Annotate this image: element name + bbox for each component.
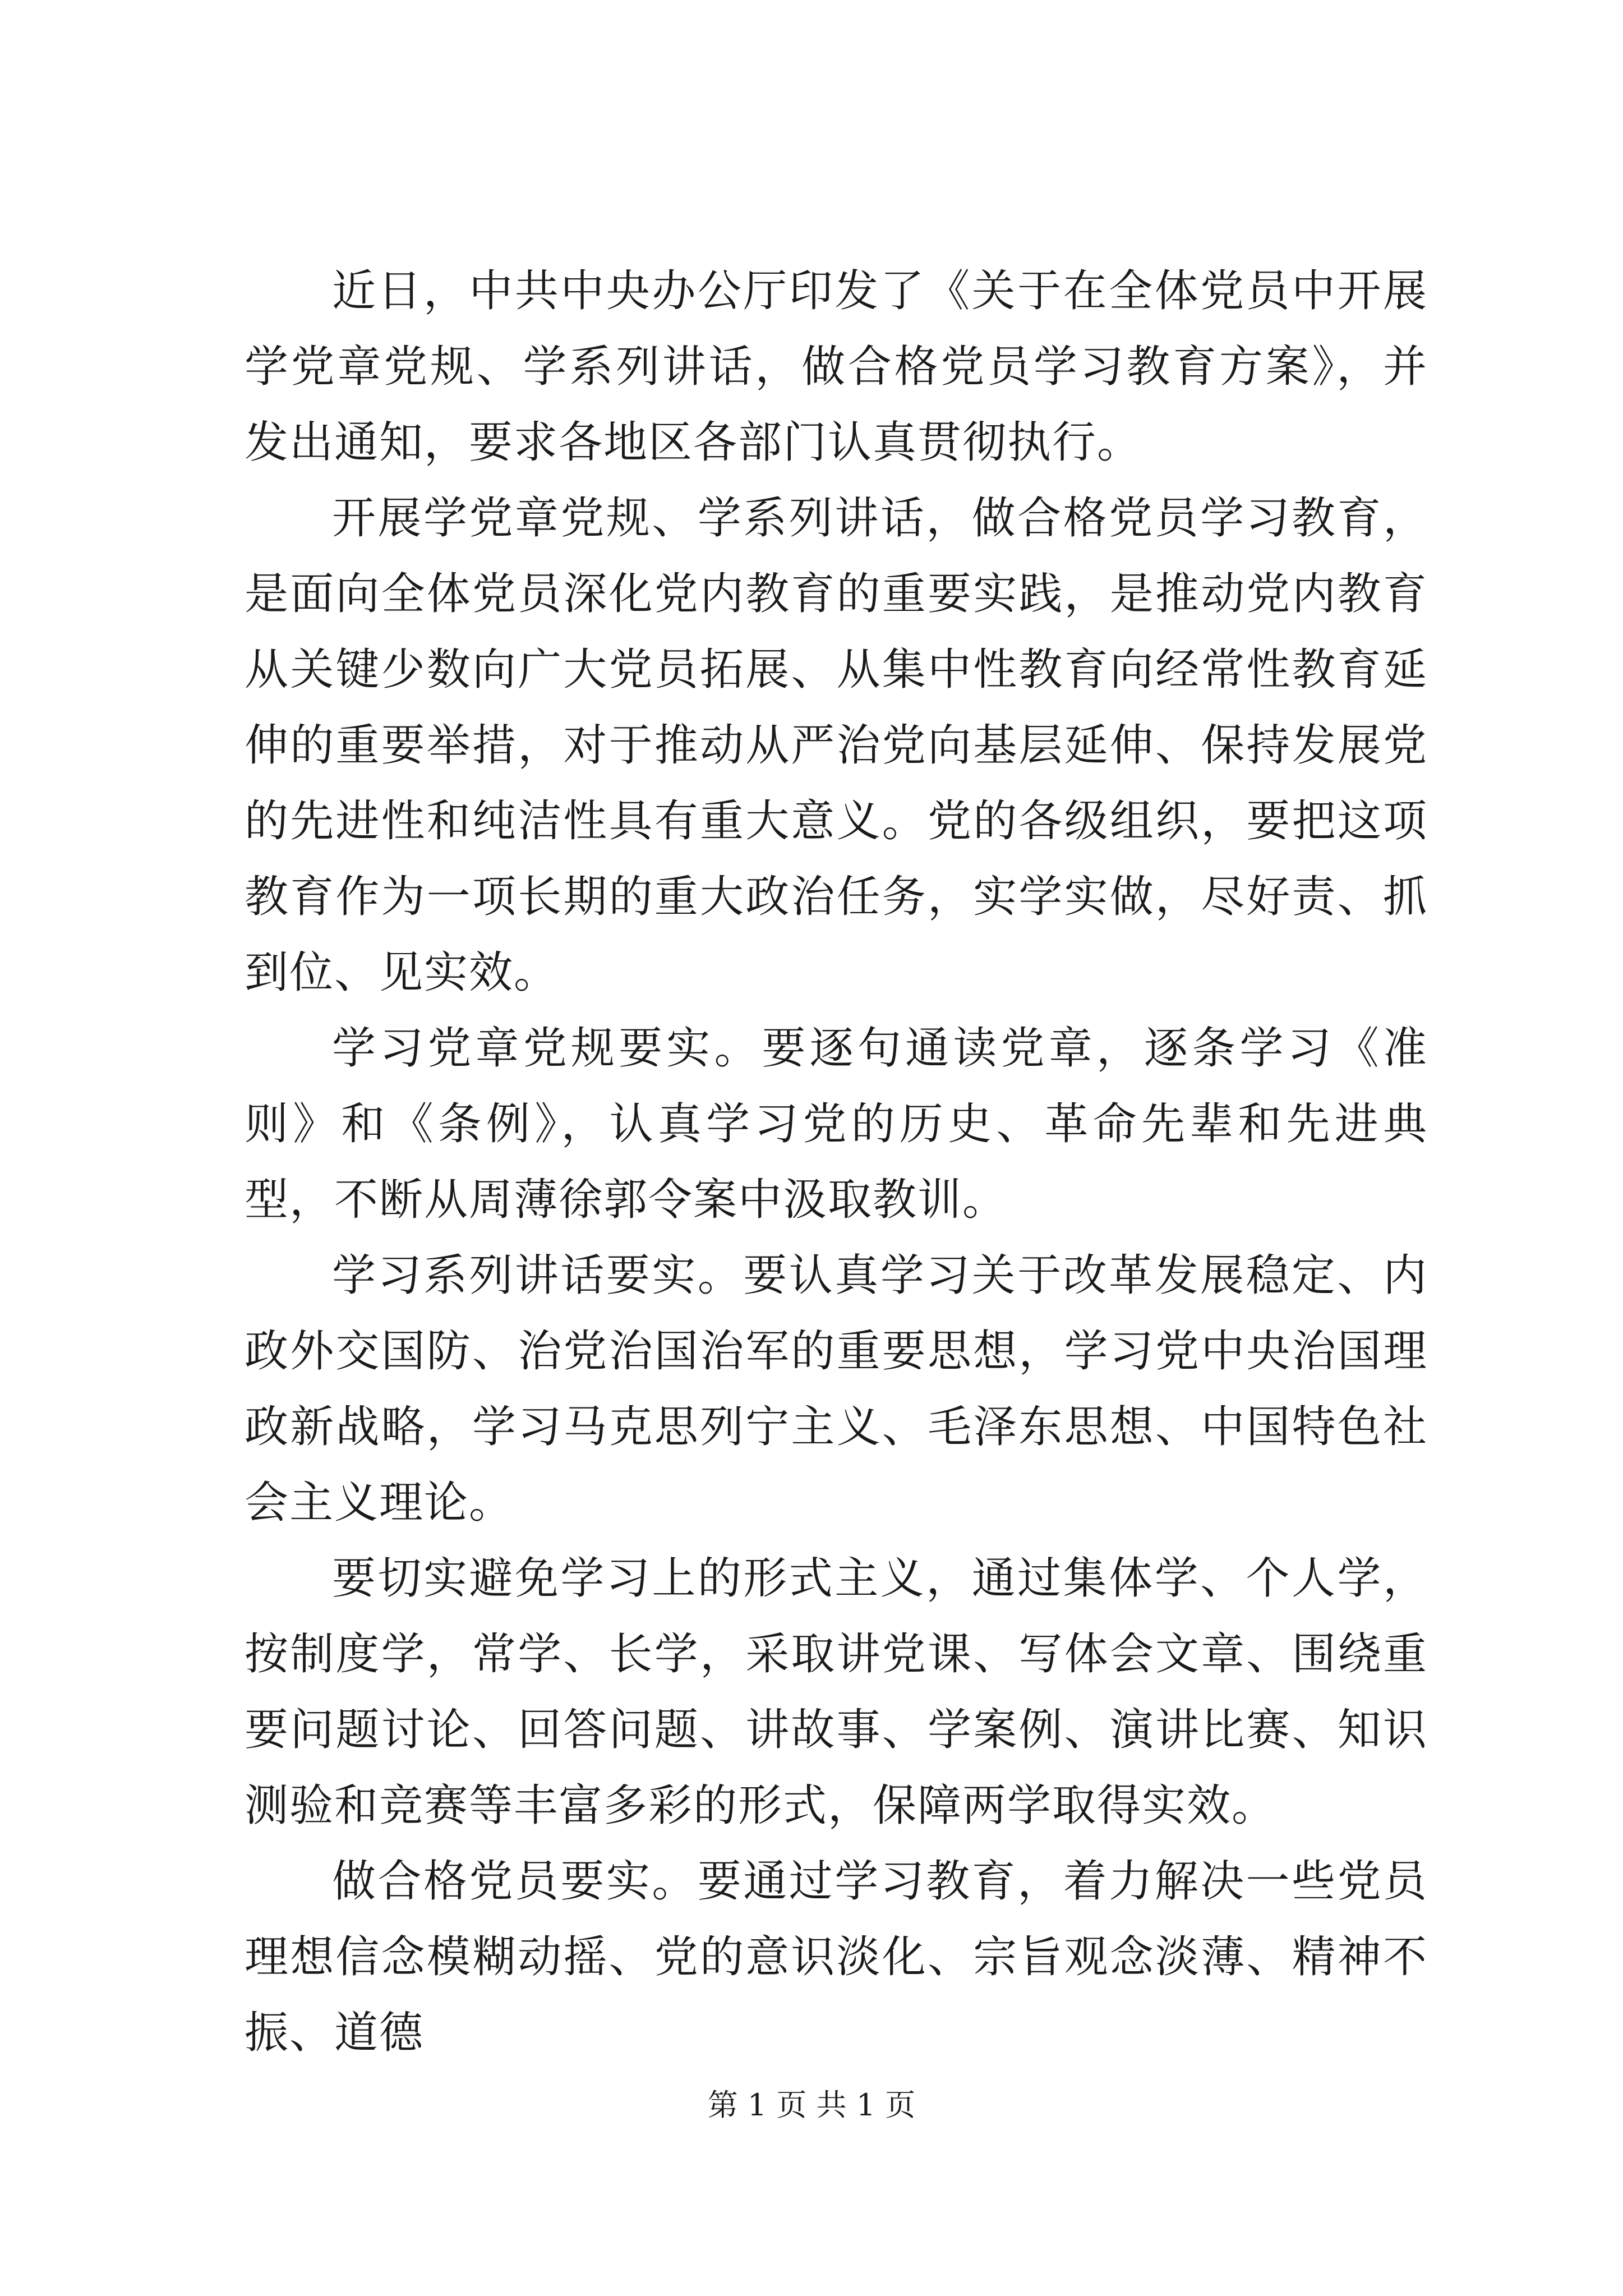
paragraph-2: 开展学党章党规、学系列讲话，做合格党员学习教育，是面向全体党员深化党内教育的重要实践，是推动党内教育从关键少数向广大党员拓展、从集中性教育向经常性教育延伸的重要举措，对于推动从严治党向基层延伸、保持发展党的先进性和纯洁性具有重大意义。党的各级组织，要把这项教育作为一项长期的重大政治任务，实学实做，尽好责、抓到位、见实效。 — [245, 493, 1428, 998]
paragraph-6: 做合格党员要实。要通过学习教育，着力解决一些党员理想信念模糊动摇、党的意识淡化、宗旨观念淡薄、精神不振、道德 — [245, 1856, 1428, 2058]
paragraph-4: 学习系列讲话要实。要认真学习关于改革发展稳定、内政外交国防、治党治国治军的重要思想，学习党中央治国理政新战略，学习马克思列宁主义、毛泽东思想、中国特色社会主义理论。 — [245, 1250, 1428, 1528]
document-body — [245, 254, 1428, 2071]
paragraph-5: 要切实避免学习上的形式主义，通过集体学、个人学，按制度学，常学、长学，采取讲党课、写体会文章、围绕重要问题讨论、回答问题、讲故事、学案例、演讲比赛、知识测验和竞赛等丰富多彩的形式，保障两学取得实效。 — [245, 1553, 1428, 1831]
paragraph-1: 近日，中共中央办公厅印发了《关于在全体党员中开展学党章党规、学系列讲话，做合格党员学习教育方案》，并发出通知，要求各地区各部门认真贯彻执行。 — [245, 266, 1428, 468]
page-footer: 第 1 页 共 1 页 — [707, 2087, 916, 2123]
paragraph-3: 学习党章党规要实。要逐句通读党章，逐条学习《准则》和《条例》，认真学习党的历史、革命先辈和先进典型，不断从周薄徐郭令案中汲取教训。 — [245, 1023, 1428, 1225]
